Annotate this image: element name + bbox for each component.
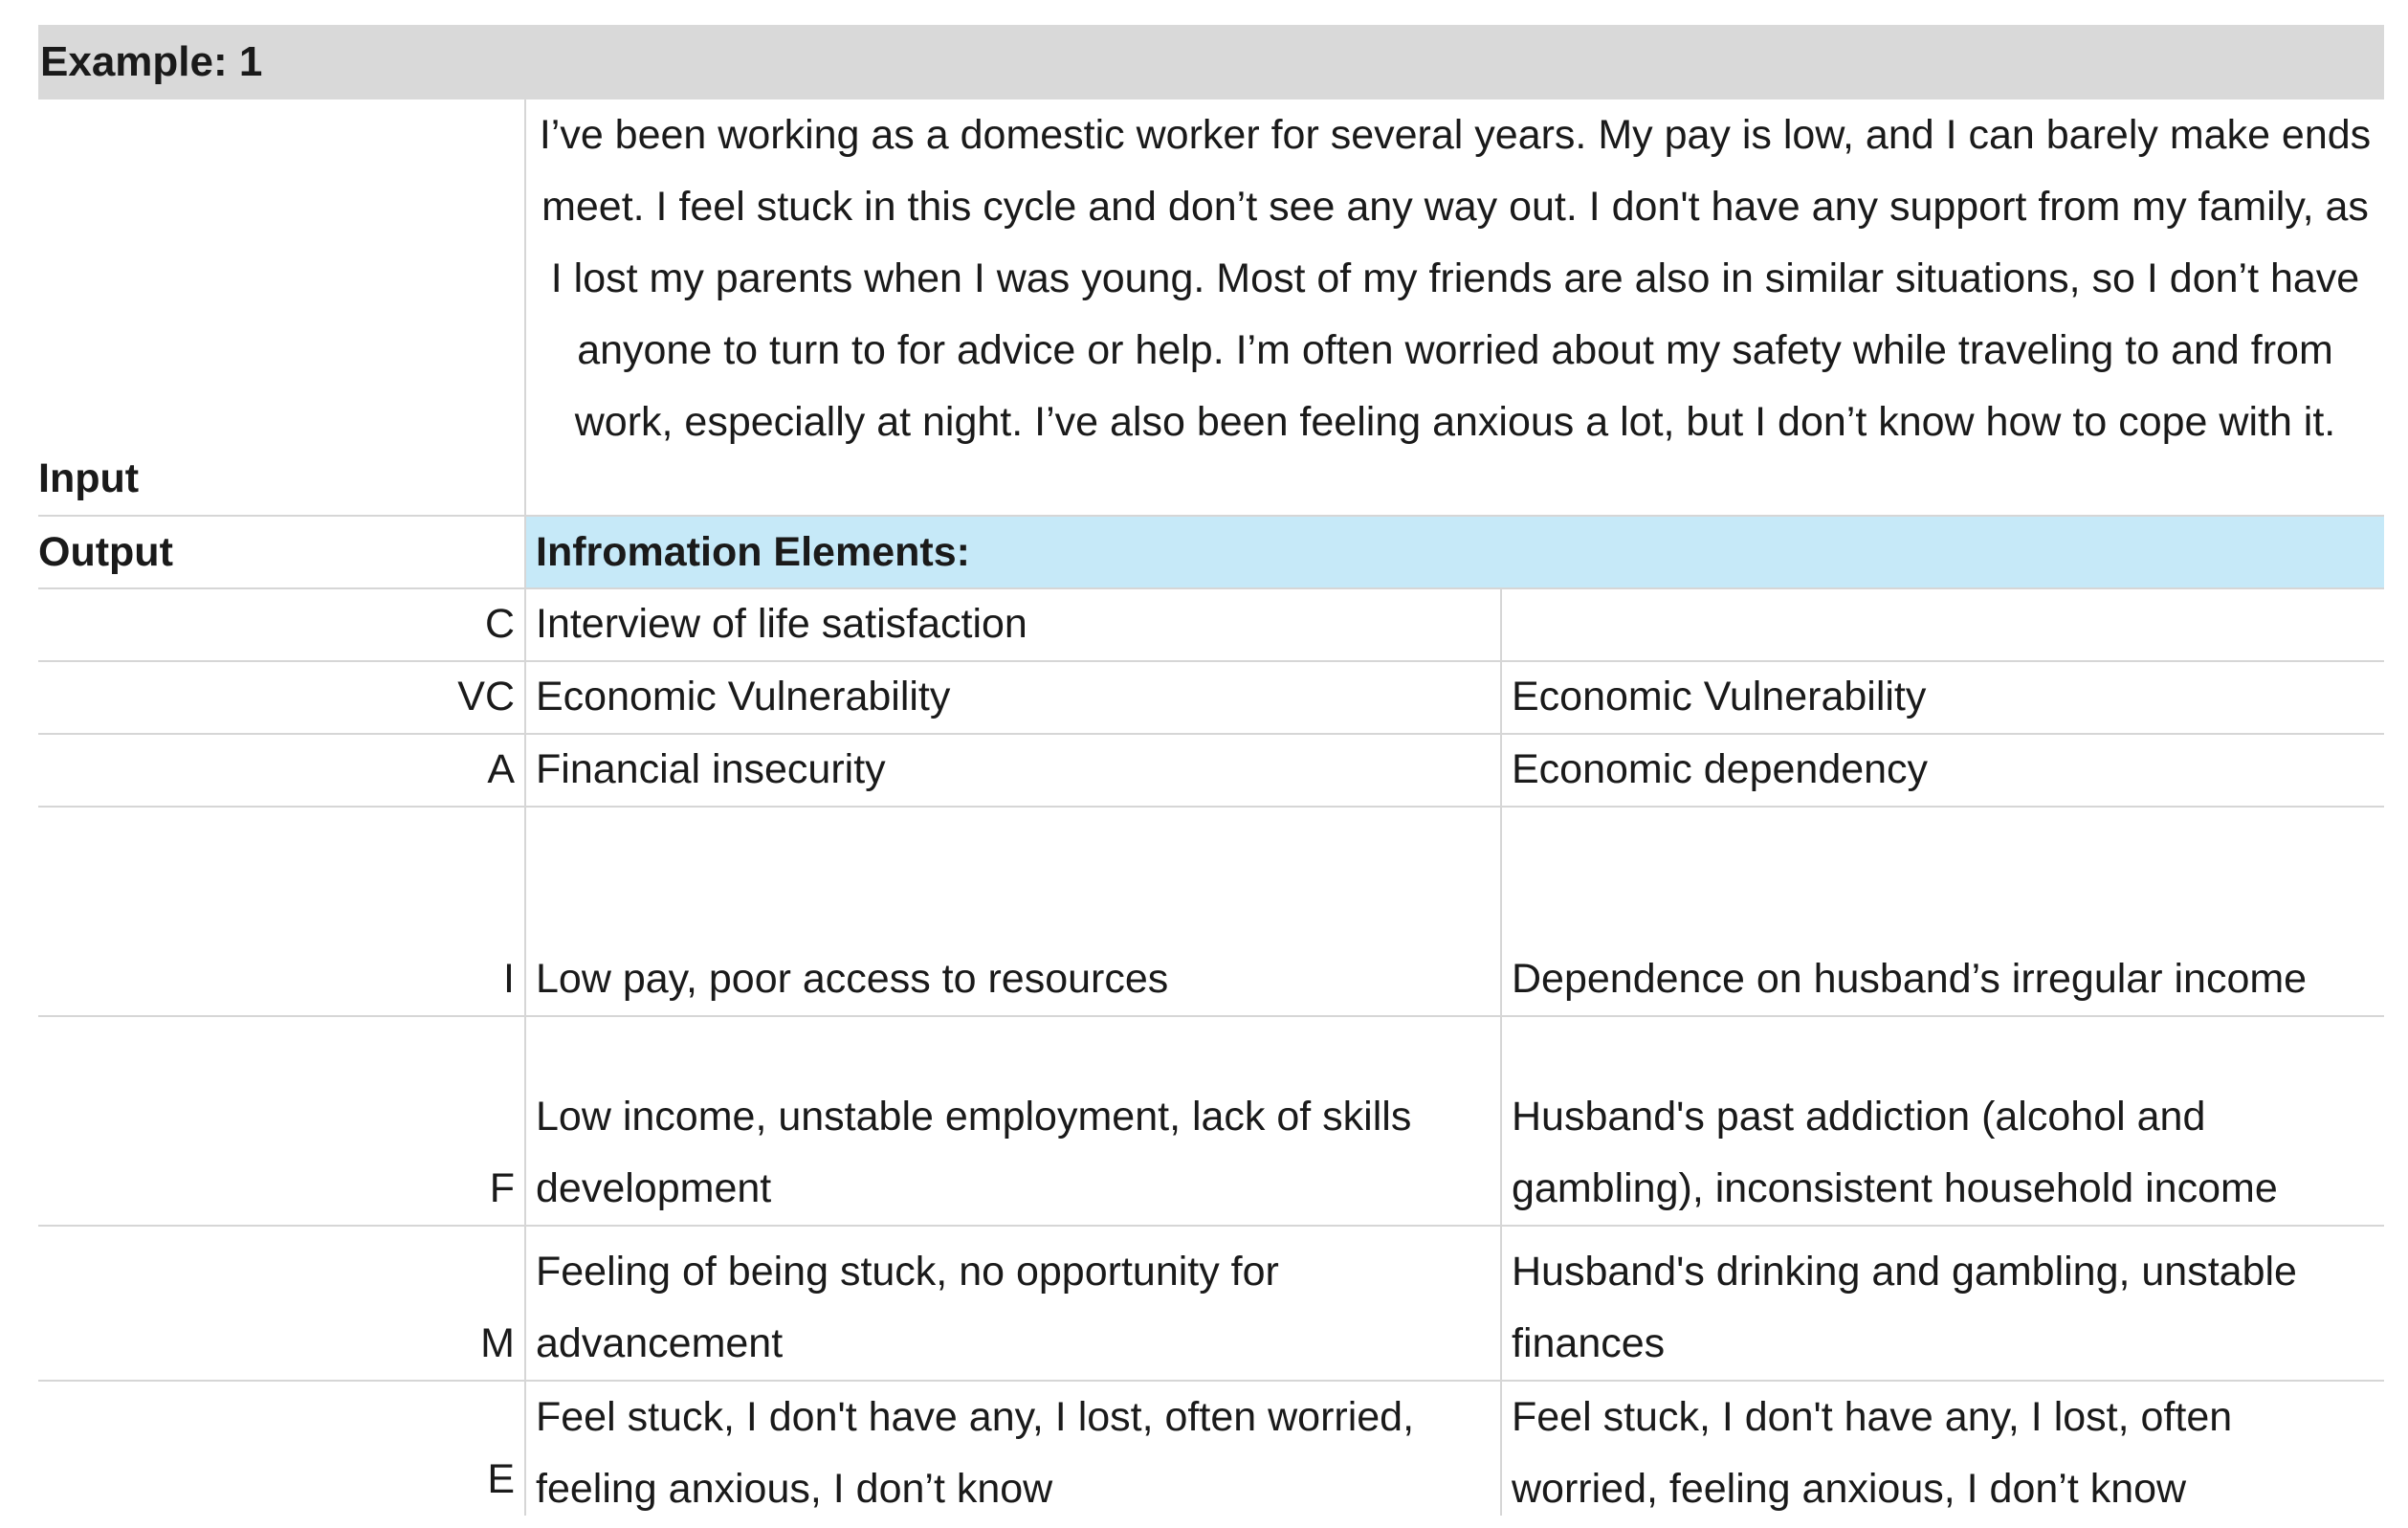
row-col2-text: Economic Vulnerability	[1512, 674, 1927, 720]
row-key: A	[487, 746, 515, 792]
information-elements-header[interactable]	[524, 517, 2384, 587]
table-row	[38, 1017, 2384, 1227]
row-col2-cell[interactable]	[1500, 1017, 2384, 1225]
spreadsheet	[38, 25, 2384, 1516]
row-key-cell[interactable]	[38, 808, 524, 1015]
row-col2-cell[interactable]	[1500, 662, 2384, 733]
row-col2-cell[interactable]	[1500, 808, 2384, 1015]
row-col2-text: Husband's past addiction (alcohol and gambling), inconsistent household income	[1512, 1094, 2278, 1211]
row-key-cell[interactable]	[38, 1017, 524, 1225]
input-text: I’ve been working as a domestic worker for several years. My pay is low, and I can barely make ends meet. I feel stuck in this cycle and don’t see any way out. I don't have any support from my family, as I lost my parents when I was young. Most of my friends are also in similar situations, so I don’t have anyone to turn to for advice or help. I’m often worried about my safety while traveling to and from work, especially at night. I’ve also been feeling anxious a lot, but I don’t know how to cope with it.	[539, 112, 2372, 445]
output-label-cell[interactable]	[38, 517, 524, 587]
table-row	[38, 735, 2384, 808]
row-col1-text: Economic Vulnerability	[536, 674, 951, 720]
input-row	[38, 100, 2384, 517]
table-row	[38, 662, 2384, 735]
example-title-text: Example: 1	[40, 38, 263, 85]
input-label-cell[interactable]	[38, 100, 524, 515]
table-row	[38, 808, 2384, 1017]
row-col2-text: Dependence on husband’s irregular income	[1512, 956, 2308, 1002]
row-col1-text: Low pay, poor access to resources	[536, 956, 1169, 1002]
row-key-cell[interactable]	[38, 1382, 524, 1516]
output-row	[38, 517, 2384, 589]
row-col1-text: Feel stuck, I don't have any, I lost, often worried, feeling anxious, I don’t know	[536, 1394, 1415, 1512]
row-col1-text: Low income, unstable employment, lack of skills development	[536, 1094, 1412, 1211]
row-col2-cell[interactable]	[1500, 1227, 2384, 1380]
row-key-cell[interactable]	[38, 1227, 524, 1380]
example-title	[38, 25, 2384, 100]
row-col1-cell[interactable]	[524, 589, 1500, 660]
row-col1-cell[interactable]	[524, 1382, 1500, 1516]
row-col1-cell[interactable]	[524, 662, 1500, 733]
row-key: F	[489, 1165, 515, 1211]
row-col2-cell[interactable]	[1500, 1382, 2384, 1516]
row-col2-text: Economic dependency	[1512, 746, 1929, 792]
table-row	[38, 1227, 2384, 1382]
input-label: Input	[38, 455, 140, 501]
row-col2-cell[interactable]	[1500, 589, 2384, 660]
row-key: E	[487, 1456, 515, 1502]
row-col1-text: Interview of life satisfaction	[536, 601, 1027, 647]
row-key: VC	[457, 674, 515, 720]
row-col1-text: Feeling of being stuck, no opportunity for advancement	[536, 1249, 1279, 1366]
row-key: M	[480, 1320, 515, 1366]
row-key-cell[interactable]	[38, 662, 524, 733]
row-col2-text: Feel stuck, I don't have any, I lost, often worried, feeling anxious, I don’t know	[1512, 1394, 2233, 1512]
row-col1-cell[interactable]	[524, 1227, 1500, 1380]
information-elements-header-text: Infromation Elements:	[536, 528, 970, 575]
table-row	[38, 589, 2384, 662]
input-text-cell[interactable]	[524, 100, 2384, 515]
row-key: I	[503, 956, 515, 1002]
row-col1-cell[interactable]	[524, 1017, 1500, 1225]
row-key-cell[interactable]	[38, 589, 524, 660]
row-col2-text: Husband's drinking and gambling, unstable finances	[1512, 1249, 2297, 1366]
row-col2-cell[interactable]	[1500, 735, 2384, 806]
row-col1-cell[interactable]	[524, 808, 1500, 1015]
row-key: C	[484, 601, 515, 647]
row-key-cell[interactable]	[38, 735, 524, 806]
output-label: Output	[38, 528, 173, 575]
row-col1-text: Financial insecurity	[536, 746, 886, 792]
table-row	[38, 1382, 2384, 1516]
row-col1-cell[interactable]	[524, 735, 1500, 806]
